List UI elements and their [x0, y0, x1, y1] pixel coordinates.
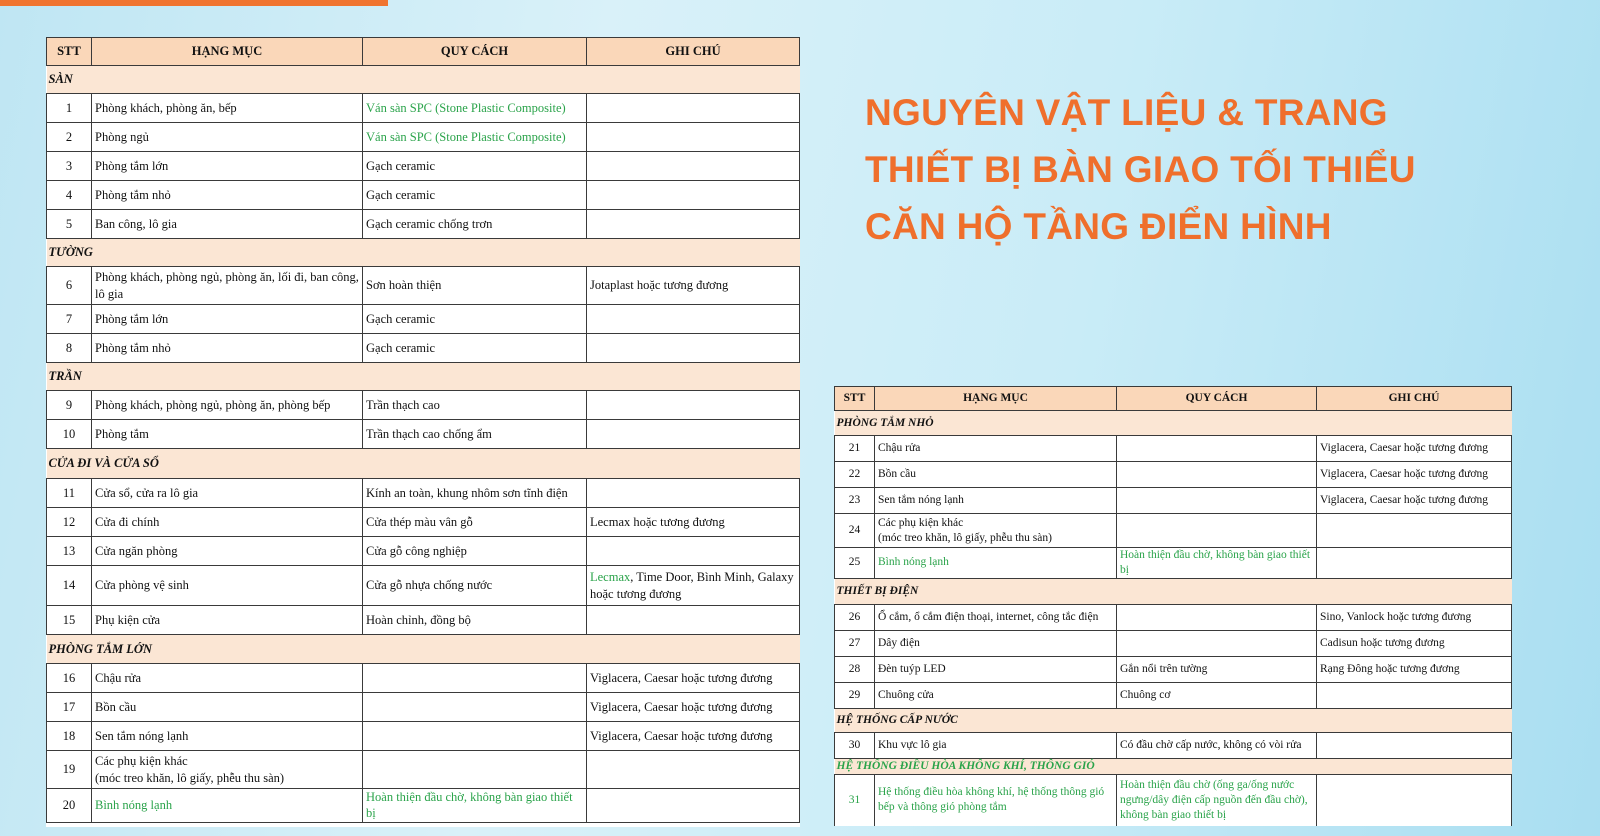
col-header-spec: QUY CÁCH: [363, 38, 587, 66]
table-row: [47, 664, 800, 693]
cell-item: Bồn cầu: [875, 462, 1117, 488]
table-row: [47, 722, 800, 751]
cell-stt: 10: [47, 420, 92, 449]
table-row: [47, 789, 800, 823]
note-brand-rest: , Time Door, Bình Minh, Galaxy hoặc tương đương: [590, 570, 794, 601]
cell-spec: [1117, 436, 1317, 462]
section-title: PHÒNG TẮM LỚN: [47, 635, 800, 664]
cell-item: Sen tắm nóng lạnh: [875, 488, 1117, 514]
cell-spec: [1117, 514, 1317, 548]
cell-spec: Hoàn chỉnh, đồng bộ: [363, 606, 587, 635]
col-header-item: HẠNG MỤC: [92, 38, 363, 66]
cell-item: Đèn tuýp LED: [875, 656, 1117, 682]
cell-item: Ổ cắm, ổ cắm điện thoại, internet, công tắc điện: [875, 604, 1117, 630]
table-header-row: [47, 38, 800, 66]
cell-spec: [363, 751, 587, 789]
section-title: HỆ THỐNG CẤP NƯỚC: [835, 708, 1512, 732]
cell-item: [92, 751, 363, 789]
cell-note: [1317, 682, 1512, 708]
cell-spec: Gạch ceramic: [363, 152, 587, 181]
col-header-stt: STT: [835, 387, 875, 411]
table-row: [835, 436, 1512, 462]
cell-spec: Gạch ceramic: [363, 181, 587, 210]
cell-stt: 3: [47, 152, 92, 181]
cell-item: Khu vực lô gia: [875, 732, 1117, 758]
cell-spec: Sơn hoàn thiện: [363, 267, 587, 305]
cell-note: [587, 479, 800, 508]
table-row: [47, 693, 800, 722]
cell-stt: 28: [835, 656, 875, 682]
section-title: PHÒNG TẮM NHỎ: [835, 411, 1512, 436]
table-row: [47, 267, 800, 305]
section-row: [835, 578, 1512, 604]
cell-stt: 25: [835, 548, 875, 579]
cell-stt: 15: [47, 606, 92, 635]
section-row: [47, 239, 800, 267]
cell-item: Phòng tắm lớn: [92, 305, 363, 334]
col-header-spec: QUY CÁCH: [1117, 387, 1317, 411]
cell-stt: 5: [47, 210, 92, 239]
col-header-stt: STT: [47, 38, 92, 66]
cell-stt: 29: [835, 682, 875, 708]
table-row: [835, 514, 1512, 548]
cell-spec: Có đầu chờ cấp nước, không có vòi rửa: [1117, 732, 1317, 758]
cell-spec: Cửa thép màu vân gỗ: [363, 508, 587, 537]
cell-stt: 2: [47, 123, 92, 152]
cell-item-line-2: (móc treo khăn, lô giấy, phễu thu sàn): [878, 531, 1052, 544]
section-title: HỆ THỐNG ĐIỀU HÒA KHÔNG KHÍ, THÔNG GIÓ: [835, 758, 1512, 774]
table-row: [47, 305, 800, 334]
cell-note: [587, 210, 800, 239]
col-header-item: HẠNG MỤC: [875, 387, 1117, 411]
cell-note: [587, 606, 800, 635]
cell-spec: Gạch ceramic: [363, 334, 587, 363]
table-row: [47, 181, 800, 210]
table-row: [835, 604, 1512, 630]
cell-stt: 19: [47, 751, 92, 789]
cell-item: Cửa sổ, cửa ra lô gia: [92, 479, 363, 508]
cell-stt: 17: [47, 693, 92, 722]
section-row: [47, 363, 800, 391]
cell-stt: 8: [47, 334, 92, 363]
cell-spec: Hoàn thiện đầu chờ (ống ga/ống nước ngưng/dây điện cấp nguồn đến đầu chờ), không bàn giao thiết bị: [1117, 774, 1317, 826]
cell-item: Chậu rửa: [875, 436, 1117, 462]
section-title: TƯỜNG: [47, 239, 800, 267]
table-row: [835, 682, 1512, 708]
cell-note: Sino, Vanlock hoặc tương đương: [1317, 604, 1512, 630]
cell-item: Dây điện: [875, 630, 1117, 656]
table-row: [835, 656, 1512, 682]
cell-item: Chậu rửa: [92, 664, 363, 693]
table-row: [47, 751, 800, 789]
cell-item: Cửa ngăn phòng: [92, 537, 363, 566]
cell-spec: Trần thạch cao chống ẩm: [363, 420, 587, 449]
page-title-line-3: CĂN HỘ TẦNG ĐIỂN HÌNH: [865, 206, 1332, 247]
note-brand-highlight: Lecmax: [590, 570, 631, 585]
table-row: [47, 606, 800, 635]
cell-item: Phòng khách, phòng ngủ, phòng ăn, phòng bếp: [92, 391, 363, 420]
cell-note: [1317, 548, 1512, 579]
cell-note: [587, 334, 800, 363]
cell-stt: 18: [47, 722, 92, 751]
cell-spec: [363, 693, 587, 722]
page-title-line-2: THIẾT BỊ BÀN GIAO TỐI THIỂU: [865, 149, 1416, 190]
cell-stt: 23: [835, 488, 875, 514]
cell-stt: 20: [47, 789, 92, 823]
cell-item: Hệ thống điều hòa không khí, hệ thống thông gió bếp và thông gió phòng tắm: [875, 774, 1117, 826]
table-row: [47, 334, 800, 363]
cell-note: [587, 420, 800, 449]
cell-stt: 26: [835, 604, 875, 630]
table-row: [47, 391, 800, 420]
table-row: [47, 94, 800, 123]
cell-note: [587, 181, 800, 210]
cell-note: Jotaplast hoặc tương đương: [587, 267, 800, 305]
cell-spec: Ván sàn SPC (Stone Plastic Composite): [363, 123, 587, 152]
cell-item: Ban công, lô gia: [92, 210, 363, 239]
table-row: [47, 152, 800, 181]
section-title: TRẦN: [47, 363, 800, 391]
table-row: [47, 479, 800, 508]
cell-spec: Chuông cơ: [1117, 682, 1317, 708]
cell-item: Bình nóng lạnh: [92, 789, 363, 823]
cell-spec: [363, 722, 587, 751]
cell-spec: Ván sàn SPC (Stone Plastic Composite): [363, 94, 587, 123]
cell-item: Phòng tắm: [92, 420, 363, 449]
cell-spec: [1117, 462, 1317, 488]
cell-item-line-1: Các phụ kiện khác: [95, 754, 188, 769]
cell-item: Phòng khách, phòng ngủ, phòng ăn, lối đi, ban công, lô gia: [92, 267, 363, 305]
section-row: [835, 411, 1512, 436]
table-row: [835, 488, 1512, 514]
materials-table-right: [834, 386, 1512, 826]
table-header-row: [835, 387, 1512, 411]
cell-item: Phòng khách, phòng ăn, bếp: [92, 94, 363, 123]
cell-spec: Hoàn thiện đầu chờ, không bàn giao thiết bị: [1117, 548, 1317, 579]
cell-stt: 31: [835, 774, 875, 826]
cell-item: Bồn cầu: [92, 693, 363, 722]
cell-item: Bình nóng lạnh: [875, 548, 1117, 579]
cell-spec: Gạch ceramic: [363, 305, 587, 334]
cell-stt: 7: [47, 305, 92, 334]
cell-item: Cửa đi chính: [92, 508, 363, 537]
col-header-note: GHI CHÚ: [587, 38, 800, 66]
table-row: [47, 566, 800, 606]
cell-spec: Kính an toàn, khung nhôm sơn tĩnh điện: [363, 479, 587, 508]
cell-note: Viglacera, Caesar hoặc tương đương: [1317, 462, 1512, 488]
cell-spec: Gắn nổi trên tường: [1117, 656, 1317, 682]
table-row: [835, 774, 1512, 826]
cell-stt: 4: [47, 181, 92, 210]
table-row: [835, 630, 1512, 656]
cell-spec: Hoàn thiện đầu chờ, không bàn giao thiết bị: [363, 789, 587, 823]
cell-item: Phòng tắm nhỏ: [92, 334, 363, 363]
col-header-note: GHI CHÚ: [1317, 387, 1512, 411]
cell-spec: [1117, 604, 1317, 630]
table-row: [47, 537, 800, 566]
materials-table-left: [46, 37, 800, 827]
cell-stt: 12: [47, 508, 92, 537]
cell-note: [587, 566, 800, 606]
page-title-line-1: NGUYÊN VẬT LIỆU & TRANG: [865, 92, 1388, 133]
cell-note: [587, 751, 800, 789]
cell-note: [1317, 514, 1512, 548]
cell-note: [587, 789, 800, 823]
cell-item: Cửa phòng vệ sinh: [92, 566, 363, 606]
cell-spec: Gạch ceramic chống trơn: [363, 210, 587, 239]
cell-note: Rạng Đông hoặc tương đương: [1317, 656, 1512, 682]
table-row: [47, 420, 800, 449]
cell-stt: 16: [47, 664, 92, 693]
section-row: [835, 708, 1512, 732]
cell-item: Phòng tắm lớn: [92, 152, 363, 181]
cell-note: Cadisun hoặc tương đương: [1317, 630, 1512, 656]
cell-stt: 24: [835, 514, 875, 548]
cell-item: Phòng ngủ: [92, 123, 363, 152]
section-row: [47, 66, 800, 94]
section-title: SÀN: [47, 66, 800, 94]
cell-stt: 21: [835, 436, 875, 462]
top-accent-bar: [0, 0, 388, 6]
section-row: [47, 449, 800, 479]
cell-note: Lecmax hoặc tương đương: [587, 508, 800, 537]
cell-item-line-2: (móc treo khăn, lô giấy, phễu thu sàn): [95, 770, 285, 785]
cell-spec: Trần thạch cao: [363, 391, 587, 420]
cell-item-line-1: Các phụ kiện khác: [878, 516, 964, 529]
cell-stt: 14: [47, 566, 92, 606]
cell-note: [1317, 732, 1512, 758]
cell-stt: 22: [835, 462, 875, 488]
cell-item: Sen tắm nóng lạnh: [92, 722, 363, 751]
cell-note: Viglacera, Caesar hoặc tương đương: [1317, 488, 1512, 514]
cell-item: Phụ kiện cửa: [92, 606, 363, 635]
table-row: [47, 123, 800, 152]
cell-stt: 9: [47, 391, 92, 420]
cell-stt: 1: [47, 94, 92, 123]
cell-stt: 27: [835, 630, 875, 656]
cell-stt: 6: [47, 267, 92, 305]
table-row: [835, 732, 1512, 758]
cell-note: [1317, 774, 1512, 826]
cell-item: [875, 514, 1117, 548]
cell-note: [587, 391, 800, 420]
cell-note: [587, 94, 800, 123]
cell-stt: 30: [835, 732, 875, 758]
page-title: [865, 84, 1505, 255]
table-row: [835, 462, 1512, 488]
cell-stt: 13: [47, 537, 92, 566]
cell-note: Viglacera, Caesar hoặc tương đương: [587, 722, 800, 751]
cell-spec: [363, 664, 587, 693]
section-title: THIẾT BỊ ĐIỆN: [835, 578, 1512, 604]
cell-spec: [1117, 630, 1317, 656]
section-title: CỬA ĐI VÀ CỬA SỔ: [47, 449, 800, 479]
cell-spec: Cửa gỗ nhựa chống nước: [363, 566, 587, 606]
cell-note: Viglacera, Caesar hoặc tương đương: [1317, 436, 1512, 462]
cell-spec: Cửa gỗ công nghiệp: [363, 537, 587, 566]
cell-note: [587, 537, 800, 566]
table-row: [47, 210, 800, 239]
cell-note: Viglacera, Caesar hoặc tương đương: [587, 693, 800, 722]
section-row: [835, 758, 1512, 774]
cell-note: [587, 305, 800, 334]
cell-stt: 11: [47, 479, 92, 508]
cell-note: [587, 152, 800, 181]
section-row: [47, 635, 800, 664]
table-row: [47, 508, 800, 537]
cell-spec: [1117, 488, 1317, 514]
cell-item: Phòng tắm nhỏ: [92, 181, 363, 210]
cell-item: Chuông cửa: [875, 682, 1117, 708]
table-row: [835, 548, 1512, 579]
cell-note: [587, 123, 800, 152]
cell-note: Viglacera, Caesar hoặc tương đương: [587, 664, 800, 693]
